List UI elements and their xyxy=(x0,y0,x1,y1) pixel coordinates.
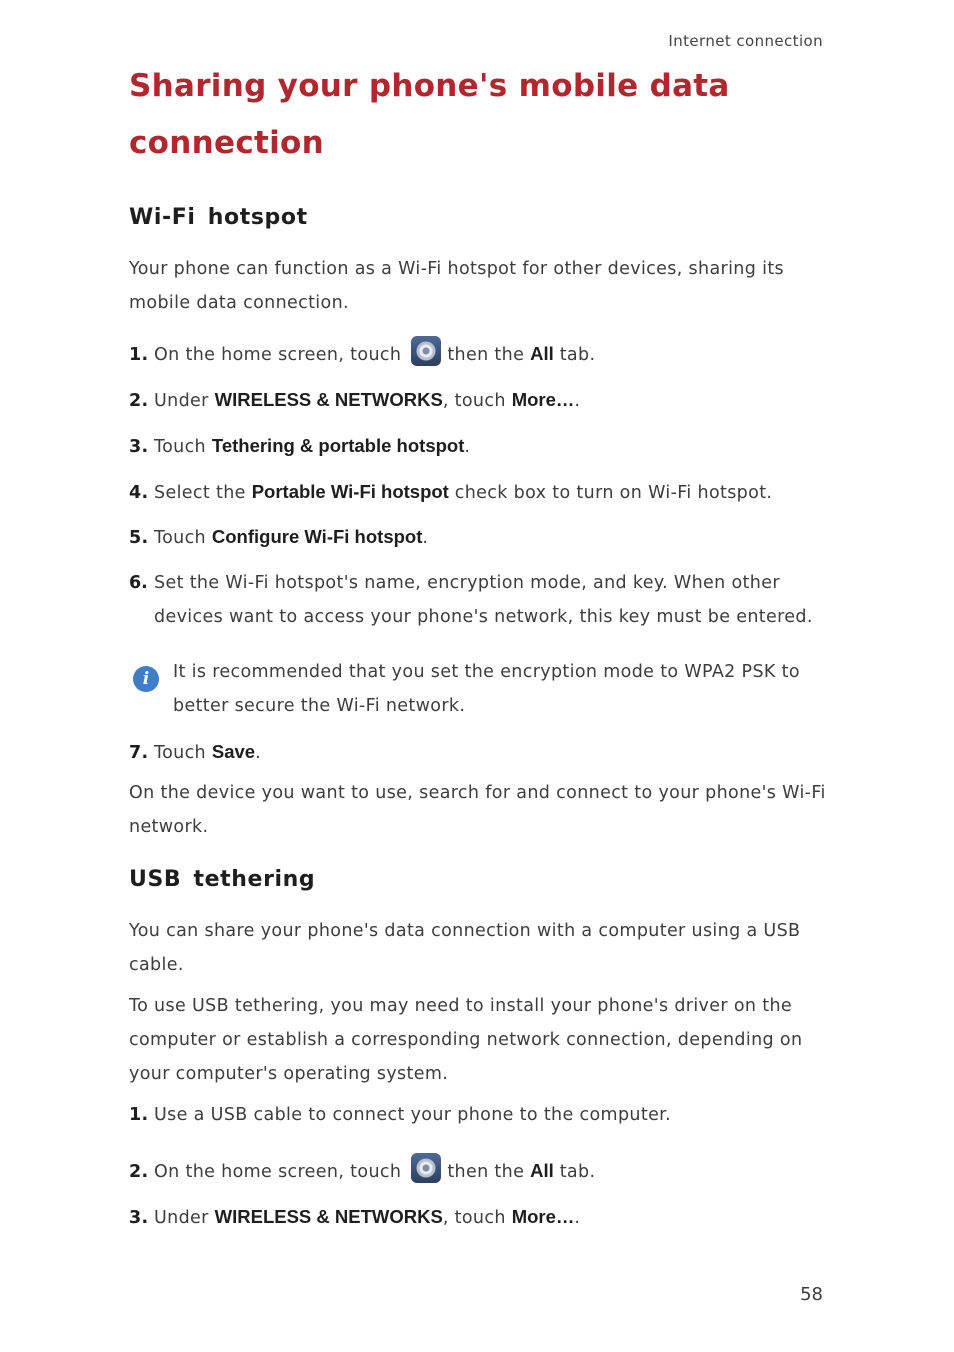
wifi-intro: Your phone can function as a Wi-Fi hotspot for other devices, sharing its mobile data connection. xyxy=(129,259,784,313)
usb-step-2: 2. On the home screen, touch then the All tab. xyxy=(129,1154,829,1189)
wifi-step-6-number: 6. xyxy=(129,573,148,593)
usb-step-1: 1. Use a USB cable to connect your phone to the computer. xyxy=(129,1105,672,1125)
usb-intro-1: You can share your phone's data connection with a computer using a USB cable. xyxy=(129,921,801,975)
wifi-step-5: 5. Touch Configure Wi-Fi hotspot. xyxy=(129,526,429,548)
running-header: Internet connection xyxy=(668,32,823,50)
page-title-line-2: connection xyxy=(129,125,325,161)
page-number: 58 xyxy=(800,1284,823,1305)
wifi-step-1: 1. On the home screen, touch then the All tab. xyxy=(129,337,829,372)
wifi-step-3: 3. Touch Tethering & portable hotspot. xyxy=(129,435,471,457)
page-title-line-1: Sharing your phone's mobile data xyxy=(129,68,730,104)
settings-icon xyxy=(411,1153,441,1183)
info-icon: i xyxy=(133,666,159,692)
wifi-outro: On the device you want to use, search for and connect to your phone's Wi-Fi network. xyxy=(129,783,826,837)
wifi-step-4: 4. Select the Portable Wi-Fi hotspot check box to turn on Wi-Fi hotspot. xyxy=(129,481,773,503)
wifi-hotspot-heading: Wi-Fi hotspot xyxy=(129,205,308,230)
usb-tethering-heading: USB tethering xyxy=(129,867,316,892)
usb-intro-2: To use USB tethering, you may need to install your phone's driver on the computer or establish a corresponding network connection, depending on your computer's operating system. xyxy=(129,996,803,1084)
settings-icon xyxy=(411,336,441,366)
wifi-step-6: Set the Wi-Fi hotspot's name, encryption mode, and key. When other devices want to access your phone's network, this key must be entered. xyxy=(154,573,813,627)
wifi-step-2: 2. Under WIRELESS & NETWORKS, touch More…. xyxy=(129,389,581,411)
note-text: It is recommended that you set the encryption mode to WPA2 PSK to better secure the Wi-Fi network. xyxy=(173,662,800,716)
wifi-step-7: 7. Touch Save. xyxy=(129,741,262,763)
usb-step-3: 3. Under WIRELESS & NETWORKS, touch More…. xyxy=(129,1206,581,1228)
